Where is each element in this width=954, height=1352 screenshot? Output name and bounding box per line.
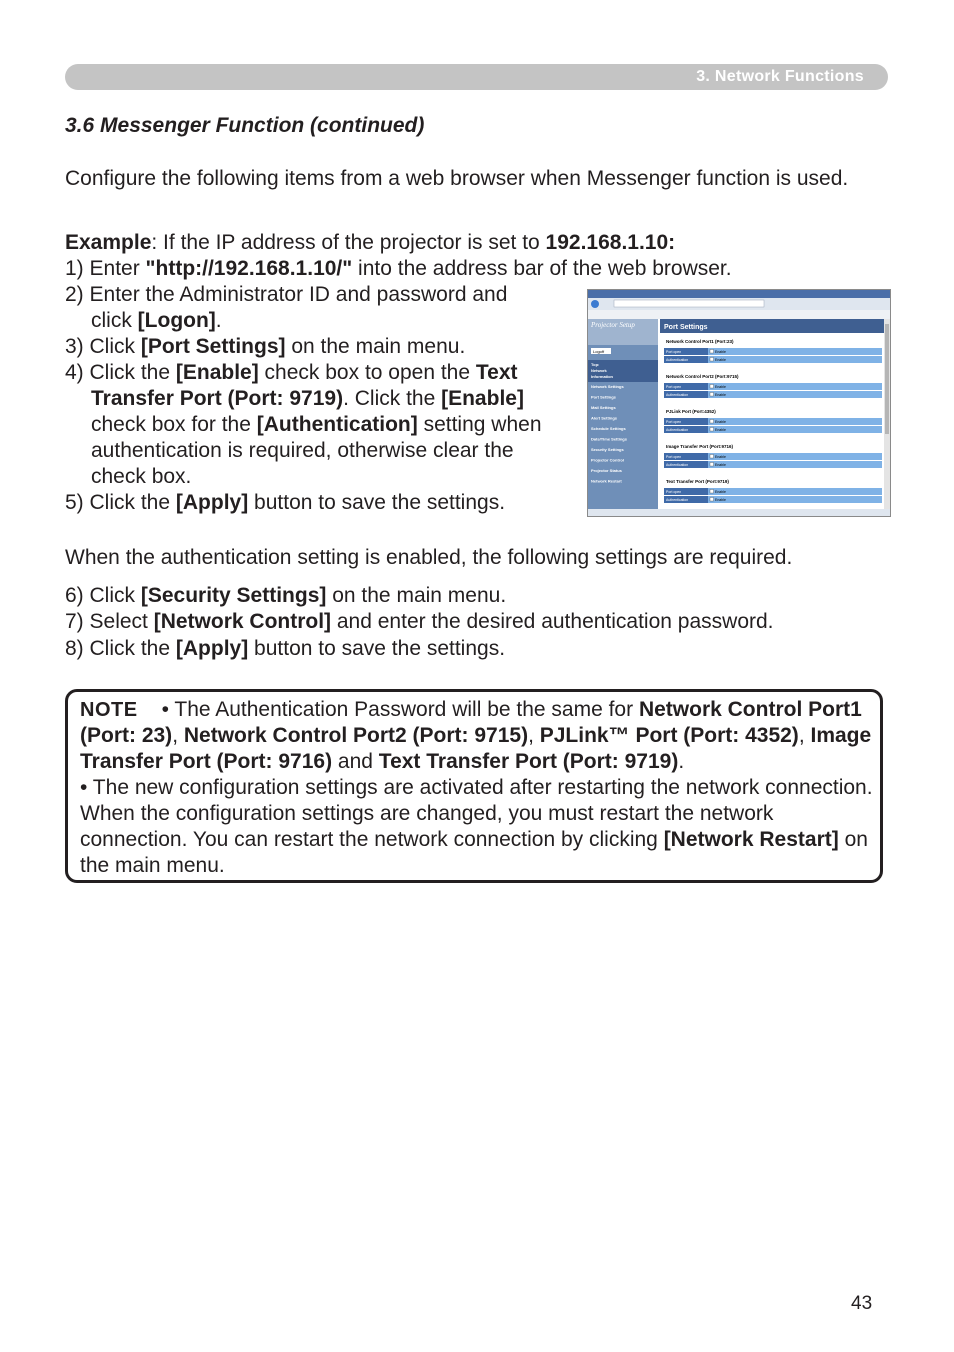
sidebar-item: Network Restart [591, 478, 622, 484]
step-8: 8) Click the [Apply] button to save the settings. [65, 637, 506, 660]
sidebar-item: Security Settings [591, 447, 624, 452]
sidebar-item: Mail Settings [591, 405, 616, 410]
browser-window-illustration [588, 290, 890, 516]
sidebar-item: Projector Status [591, 468, 622, 473]
port-row-label: Authentication [666, 428, 689, 432]
sidebar-item: Network Settings [591, 384, 624, 389]
sidebar-item: Alert Settings [591, 415, 618, 421]
svg-text:Port Settings: Port Settings [664, 324, 708, 331]
port-row-label: Port open [666, 455, 682, 459]
sidebar-item: Network [591, 368, 607, 373]
port-row-label: Authentication [666, 498, 689, 502]
intro-paragraph: Configure the following items from a web browser when Messenger function is used. [65, 167, 849, 190]
step-3: 3) Click [Port Settings] on the main menu. [65, 335, 466, 358]
back-icon [591, 300, 599, 308]
header-title: 3. Network Functions [696, 68, 864, 85]
svg-text:Logoff: Logoff [593, 349, 605, 354]
enable-checkbox [710, 420, 714, 424]
enable-checkbox [710, 463, 714, 467]
step-5: 5) Click the [Apply] button to save the settings. [65, 491, 506, 514]
port-row-label: Port open [666, 420, 682, 424]
page-number: 43 [851, 1293, 873, 1314]
enable-checkbox [710, 350, 714, 354]
port-title: Network Control Port2 (Port:9715) [666, 374, 739, 379]
sidebar-item: Port Settings [591, 394, 616, 400]
port-row-value: Enable [715, 420, 726, 424]
port-row-label: Port open [666, 350, 682, 354]
sidebar-item: Top: [591, 362, 600, 367]
enable-checkbox [710, 358, 714, 362]
header-bar [65, 64, 888, 90]
port-row-label: Authentication [666, 463, 689, 467]
enable-checkbox [710, 428, 714, 432]
enable-checkbox [710, 393, 714, 397]
port-row-value: Enable [715, 498, 726, 502]
enable-checkbox [710, 490, 714, 494]
port-row-value: Enable [715, 393, 726, 397]
note-label: NOTE [80, 699, 138, 721]
port-row-value: Enable [715, 358, 726, 362]
port-row-value: Enable [715, 428, 726, 432]
step-7: 7) Select [Network Control] and enter the desired authentication password. [65, 610, 774, 633]
section-title: 3.6 Messenger Function (continued) [65, 114, 425, 137]
step-6: 6) Click [Security Settings] on the main menu. [65, 584, 507, 607]
enable-checkbox [710, 455, 714, 459]
enable-checkbox [710, 385, 714, 389]
port-row-value: Enable [715, 350, 726, 354]
port-row-label: Port open [666, 490, 682, 494]
sidebar-item: Schedule Settings [591, 426, 626, 431]
sidebar-item: Information [591, 374, 613, 379]
port-row-label: Authentication [666, 358, 689, 362]
example-ip: 192.168.1.10: [545, 231, 676, 254]
svg-text:Projector Setup: Projector Setup [591, 321, 635, 329]
port-row-value: Enable [715, 463, 726, 467]
port-title: PJLink Port (Port:4352) [666, 409, 716, 414]
port-title: Network Control Port1 (Port:23) [666, 339, 734, 344]
note-text: NOTE • The Authentication Password will be the same for Network Control Port1 (Port: 23), Network Control Port2 (Port: 9715), PJLink™ Port (Port: 4352), Image Transfer Port (Port: 9716) and Text Transfer Port (Port: 9719). • The new configuration settings are activated after restarting the network connection. When the configuration settings are changed, you must restart the network connection. You can restart the network connection by clicking [Network Restart] on the main menu. [80, 698, 873, 877]
port-row-value: Enable [715, 385, 726, 389]
port-row-label: Port open [666, 385, 682, 389]
example-label: Example [65, 231, 152, 254]
port-title: Text Transfer Port (Port:9719) [666, 479, 729, 484]
port-title: Image Transfer Port (Port:9716) [666, 444, 734, 449]
port-settings-screenshot [587, 289, 891, 517]
example-line: Example: If the IP address of the projector is set to 192.168.1.10: [65, 231, 676, 254]
step-2: 2) Enter the Administrator ID and password and click [Logon]. [65, 283, 508, 332]
note-box [65, 689, 883, 883]
enable-checkbox [710, 498, 714, 502]
step-1: 1) Enter "http://192.168.1.10/" into the address bar of the web browser. [65, 257, 732, 280]
port-row-value: Enable [715, 455, 726, 459]
step-4: 4) Click the [Enable] check box to open the Text Transfer Port (Port: 9719). Click the [Enable] check box for the [Authentication] setting when authentication is required, otherwise clear the check box. [65, 361, 542, 488]
auth-paragraph: When the authentication setting is enabled, the following settings are required. [65, 546, 793, 569]
port-row-value: Enable [715, 490, 726, 494]
sidebar-item: Projector Control [591, 457, 624, 463]
port-row-label: Authentication [666, 393, 689, 397]
sidebar-item: Date/Time Settings [591, 436, 627, 442]
